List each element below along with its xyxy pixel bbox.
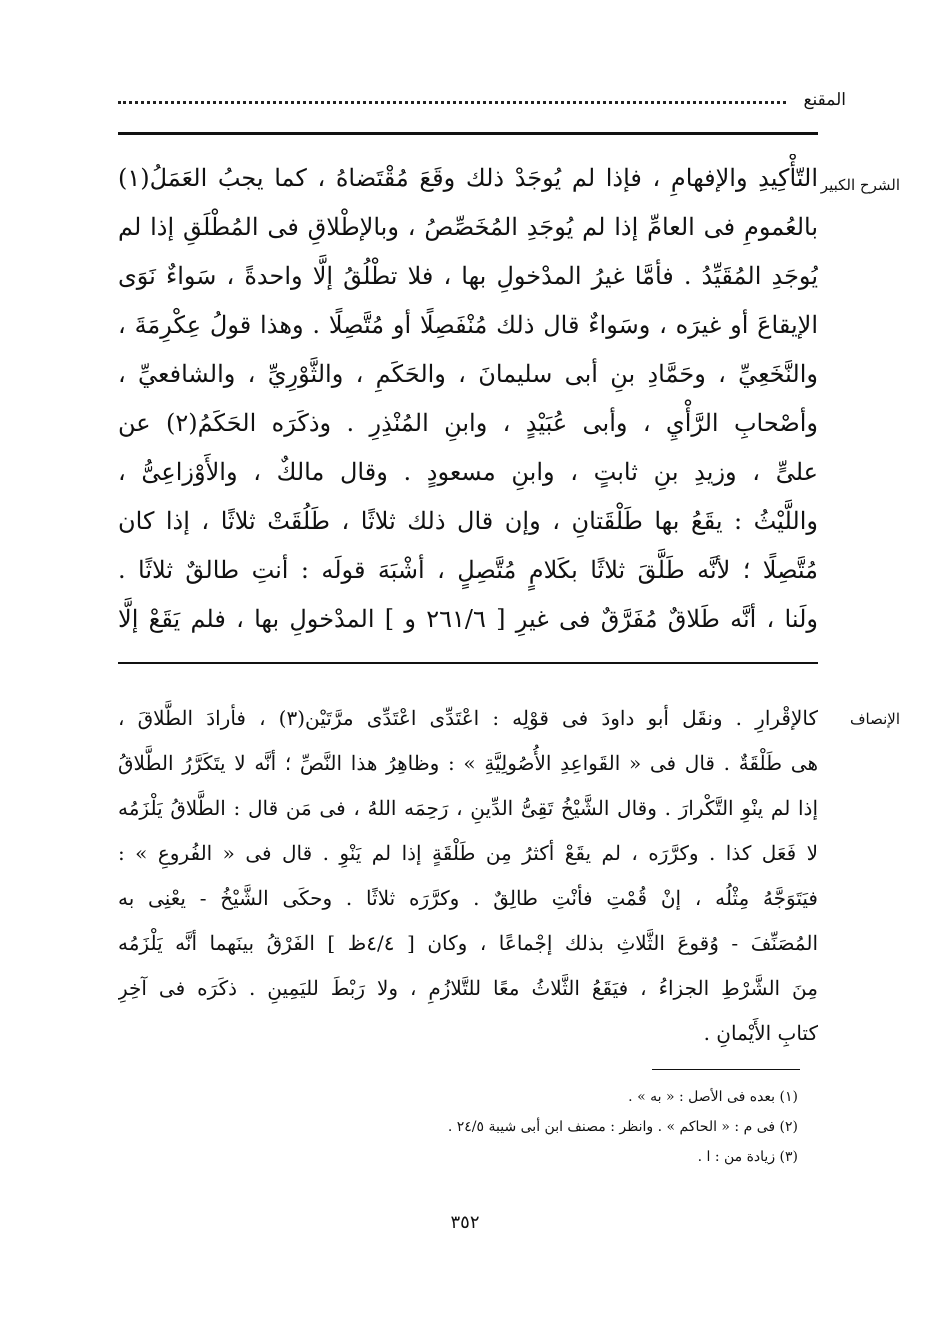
text-line: مُتَّصِلًا ؛ لأنَّه طَلَّقَ ثلاثًا بكَلامٍ مُتَّصِلٍ ، أشْبَهَ قولَه : أنتِ طالقٌ ثلاثًا . [118,556,818,584]
section-label-insaf: الإنصاف [849,710,900,728]
footnote: (٣) زيادة من : ا . [697,1149,798,1165]
text-line: إذا لم ينْوِ التَّكْرارَ . وقال الشَّيْخُ تَقِىُّ الدِّينِ ، رَحِمَه اللهُ ، فى مَن قال : الطَّلاقُ يَلْزَمُه [118,796,818,820]
text-line: لا فَعَل كذا . وكرَّرَه ، لم يقَعْ أكثرُ مِن طَلْقَةٍ إذا لم يَنْوِ . قال فى « الفُروعِ » : [118,841,818,865]
footnote: (١) بعده فى الأصل : « به » . [628,1089,798,1105]
text-line: مِنَ الشَّرْطِ الجزاءُ ، فيَقَعُ الثَّلاثُ معًا للتَّلازُمِ ، ولا رَبْطَ لليَمِينِ . ذكَرَه فى آخِرِ [118,976,818,1000]
text-line: المُصَنِّفَ - وُقوعَ الثَّلاثِ بذلك إجْماعًا ، وكان [ ٤/٤ظ ] الفَرْقُ بينَهما أنَّه يَلْزَمُه [118,931,818,955]
header-dotted-leader [118,101,786,104]
text-line: بالعُمومِ فى العامِّ إذا لم يُوجَدِ المُخَصِّصُ ، وبالإطْلاقِ فى المُطْلَقِ إذا لم [118,213,818,241]
sharh-text-block [118,154,818,644]
text-line: فيَتَوَجَّهُ مِثْلُه ، إنْ قُمْتِ فأنْتِ طالِقٌ . وكرَّرَه ثلاثًا . وحكَى الشَّيْخُ - يعْنِى به [118,886,818,910]
footnote-rule [652,1069,800,1070]
text-line: التّأْكِيدِ والإفهامِ ، فإذا لم يُوجَدْ ذلك وقَعَ مُقْتَضاهُ ، كما يجبُ العَمَلُ(١) [118,164,818,192]
header-rule [118,132,818,135]
text-line: يُوجَدِ المُقَيِّدُ . فأمَّا غيرُ المدْخولِ بها ، فلا تطْلُقُ إلَّا واحدةً ، سَواءٌ نَوَى [118,262,818,290]
text-line: كتابِ الأَيْمانِ . [703,1021,818,1045]
text-line: الإيقاعَ أو غيرَه ، وسَواءٌ قال ذلك مُنْفَصِلًا أو مُتَّصِلًا . وهذا قولُ عِكْرِمَةَ ، [118,311,818,339]
section-divider [118,662,818,664]
text-line: هى طَلْقَةٌ . قال فى « القَواعِدِ الأُصُولِيَّةِ » : وظاهِرُ هذا النَّصِّ ؛ أنَّه لا يتَكَرَّرُ الطَّلاقُ [118,751,818,775]
text-line: واللَّيْثُ : يقَعُ بها طَلْقَتانِ ، وإن قال ذلك ثلاثًا ، طَلُقَتْ ثلاثًا ، إذا كان [118,507,818,535]
text-line: والنَّخَعِيِّ ، وحَمَّادِ بنِ أبى سليمانَ ، والحَكَمِ ، والثَّوْرِيِّ ، والشافعيِّ ، [118,360,818,388]
footnote: (٢) فى م : « الحاكم » . وانظر : مصنف ابن أبى شيبة ٢٤/٥ . [447,1119,798,1135]
insaf-text-block [118,696,818,1056]
text-line: ولَنا ، أنَّه طَلاقٌ مُفَرَّقٌ فى غيرِ [ ٢٦١/٦ و ] المدْخولِ بها ، فلم يَقَعْ إلَّا [118,605,818,633]
section-label-sharh: الشرح الكبير [820,176,900,194]
text-line: علىٍّ ، وزيدِ بنِ ثابتٍ ، وابنِ مسعودٍ . وقال مالكٌ ، والأَوْزاعِىُّ ، [118,458,818,486]
footnotes [118,1082,798,1172]
page-number: ٣٥٢ [450,1212,480,1233]
text-line: وأصْحابِ الرَّأْيِ ، وأبى عُبَيْدٍ ، وابنِ المُنْذِرِ . وذكَرَه الحَكَمُ(٢) عن [118,409,818,437]
running-header-title: المقنع [803,90,846,110]
text-line: كالإقْرارِ . ونقَل أبو داودَ فى قوْلِه : اعْتَدِّى اعْتَدِّى مرَّتَيْن(٣) ، فأرادَ الطَّلاقَ ، [118,706,818,730]
